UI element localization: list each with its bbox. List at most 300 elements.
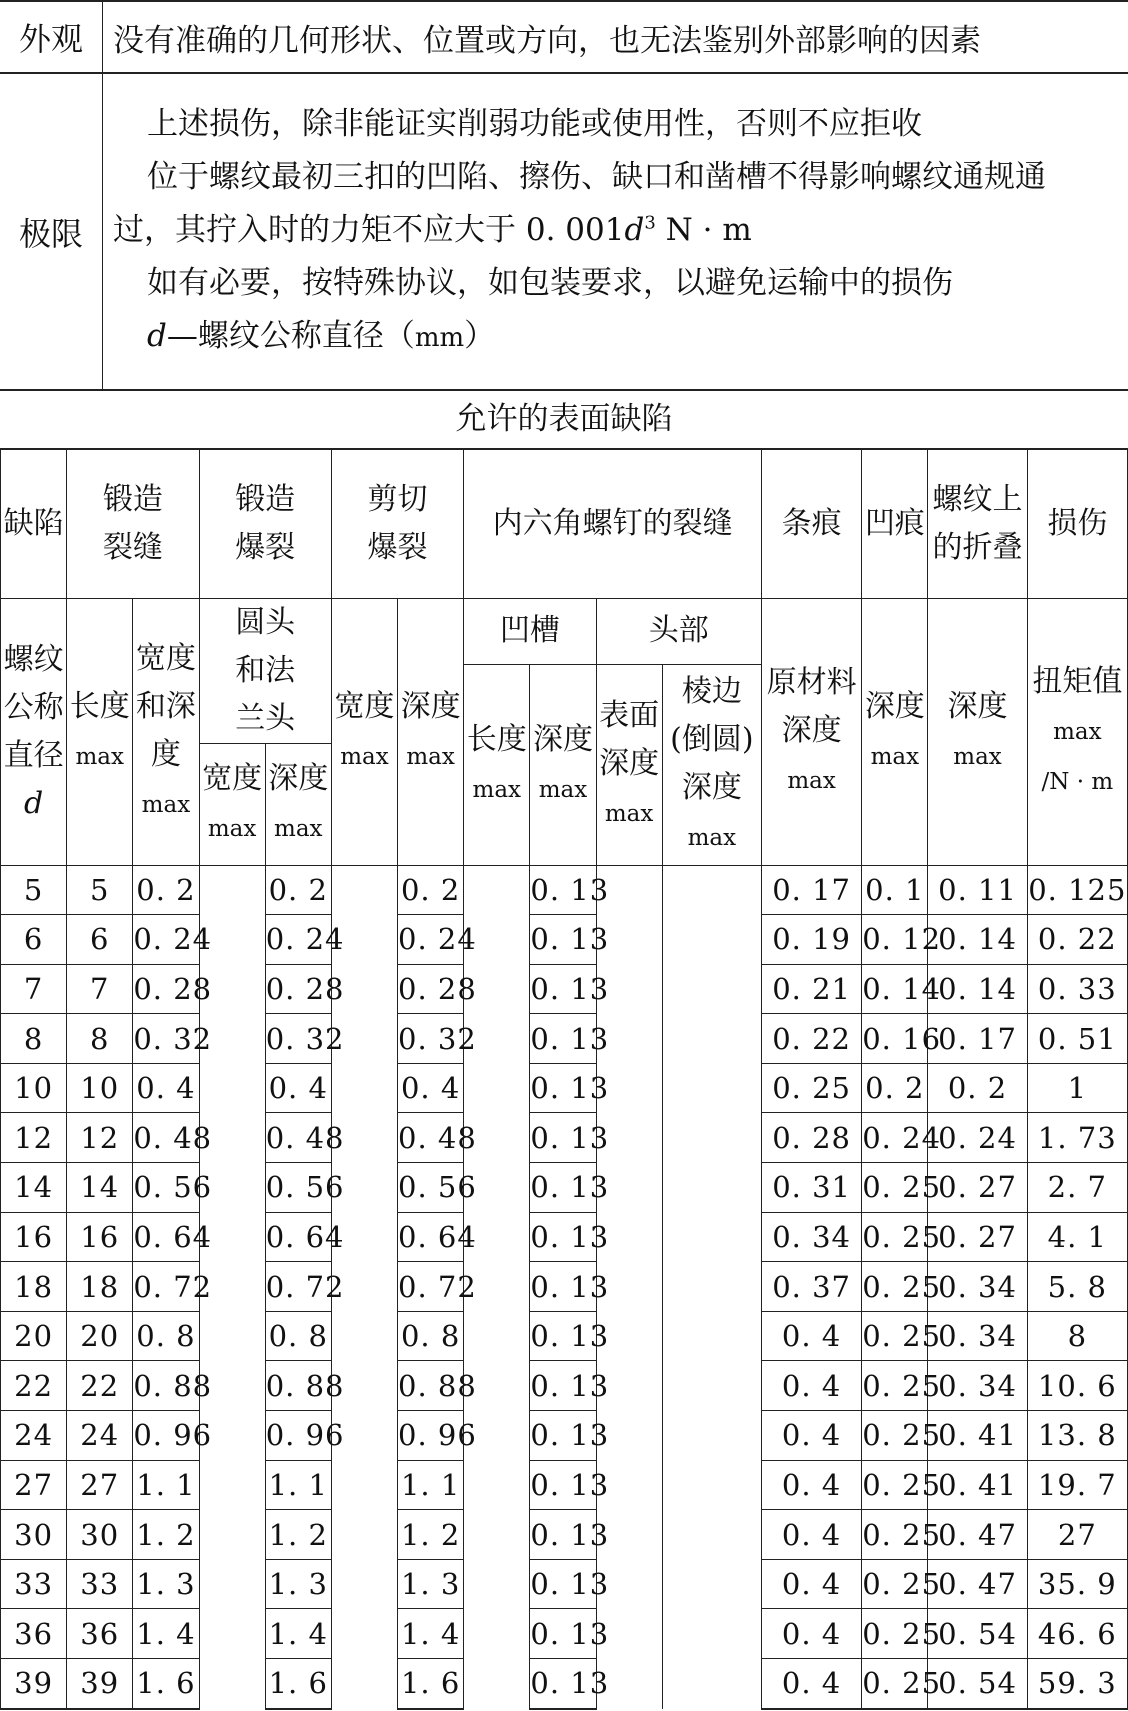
table-cell: 0. 88 (265, 1361, 331, 1411)
table-cell: 0. 28 (761, 1113, 861, 1163)
table-cell-empty (662, 1510, 761, 1560)
table-cell: 0. 41 (928, 1411, 1027, 1461)
table-cell: 7 (1, 964, 67, 1014)
table-cell: 39 (1, 1659, 67, 1709)
table-cell: 0. 41 (928, 1460, 1027, 1510)
table-cell: 0. 16 (862, 1014, 928, 1064)
table-cell: 1. 73 (1027, 1113, 1127, 1163)
limit-line-3-var: d (624, 212, 645, 248)
table-row (1, 964, 1128, 1014)
table-cell: 0. 22 (1027, 915, 1127, 965)
table-cell: 0. 64 (398, 1212, 464, 1262)
table-cell-empty (331, 1510, 397, 1560)
table-cell: 0. 25 (862, 1163, 928, 1213)
limit-line-5-close: ） (464, 318, 496, 354)
table-cell: 0. 96 (265, 1411, 331, 1461)
table-cell: 0. 25 (862, 1559, 928, 1609)
hdr-nominal-d-var: d (23, 785, 44, 821)
table-cell: 0. 4 (133, 1063, 199, 1113)
table-cell: 0. 24 (398, 915, 464, 965)
table-cell: 0. 25 (761, 1063, 861, 1113)
limit-line-5-var: d (147, 318, 167, 354)
table-cell: 0. 32 (398, 1014, 464, 1064)
hdr-head-edge-depth-max: max (687, 824, 737, 851)
table-cell: 0. 56 (133, 1163, 199, 1213)
header-row-2 (1, 598, 1128, 664)
table-cell-empty (199, 1510, 265, 1560)
table-cell: 0. 27 (928, 1212, 1027, 1262)
limit-line-3 (113, 204, 1127, 257)
table-cell: 0. 17 (928, 1014, 1027, 1064)
hdr-thread-laps: 螺纹上的折叠 (928, 449, 1027, 598)
table-cell: 1. 1 (398, 1460, 464, 1510)
table-cell: 0. 56 (265, 1163, 331, 1213)
table-cell: 1. 1 (133, 1460, 199, 1510)
table-cell: 5. 8 (1027, 1262, 1127, 1312)
hdr-seam-width-depth-text: 宽度和深度 (135, 640, 196, 772)
table-row (1, 1014, 1128, 1064)
table-cell-empty (662, 1559, 761, 1609)
hdr-shear-burst: 剪切爆裂 (331, 449, 463, 598)
hdr-head: 头部 (596, 598, 761, 664)
table-row (1, 1659, 1128, 1709)
table-cell-empty (331, 865, 397, 915)
table-cell: 27 (1027, 1510, 1127, 1560)
hdr-shear-width-text: 宽度 (334, 688, 395, 724)
table-cell: 0. 4 (761, 1411, 861, 1461)
table-cell-empty (464, 865, 530, 915)
hdr-shear-depth (398, 598, 464, 865)
appearance-label: 外观 (0, 1, 103, 73)
table-cell: 0. 22 (761, 1014, 861, 1064)
table-cell: 0. 32 (265, 1014, 331, 1064)
table-cell: 0. 4 (398, 1063, 464, 1113)
table-cell: 0. 13 (530, 1411, 596, 1461)
hdr-round-depth-text: 深度 (268, 761, 329, 796)
table-cell: 6 (67, 915, 133, 965)
table-cell: 0. 28 (398, 964, 464, 1014)
table-cell: 0. 13 (530, 1262, 596, 1312)
table-cell: 12 (67, 1113, 133, 1163)
table-cell: 0. 13 (530, 915, 596, 965)
hdr-torque-unit: /N · m (1041, 768, 1114, 795)
table-cell: 0. 13 (530, 1014, 596, 1064)
table-row (1, 1163, 1128, 1213)
table-cell: 5 (67, 865, 133, 915)
hdr-lap-depth-max: max (953, 743, 1002, 770)
table-cell: 0. 54 (928, 1609, 1027, 1659)
hdr-forging-burst: 锻造爆裂 (199, 449, 331, 598)
table-cell: 0. 88 (398, 1361, 464, 1411)
table-cell: 0. 24 (862, 1113, 928, 1163)
table-cell: 0. 33 (1027, 964, 1127, 1014)
table-cell: 36 (67, 1609, 133, 1659)
table-cell: 0. 13 (530, 1311, 596, 1361)
table-cell-empty (464, 1460, 530, 1510)
table-cell: 20 (1, 1311, 67, 1361)
hdr-dent-depth-max: max (870, 743, 920, 770)
table-row (1, 1510, 1128, 1560)
limit-line-3-exp: 3 (644, 212, 656, 234)
hdr-dent-depth (862, 598, 928, 865)
table-cell: 0. 14 (862, 964, 928, 1014)
table-cell: 0. 24 (133, 915, 199, 965)
table-cell: 0. 12 (862, 915, 928, 965)
table-cell: 59. 3 (1027, 1659, 1127, 1709)
hdr-dents: 凹痕 (862, 449, 928, 598)
table-cell: 0. 13 (530, 1361, 596, 1411)
table-cell-empty (662, 1113, 761, 1163)
hdr-nominal-d-text: 螺纹公称直径 (3, 641, 64, 773)
hdr-damage: 损伤 (1027, 449, 1127, 598)
table-cell: 22 (1, 1361, 67, 1411)
hdr-groove-length-text: 长度 (466, 721, 527, 757)
hdr-raw-depth-max: max (787, 767, 836, 794)
limit-label: 极限 (0, 73, 103, 390)
table-cell: 1. 6 (398, 1659, 464, 1709)
table-cell-empty (199, 1063, 265, 1113)
table-cell-empty (662, 915, 761, 965)
hdr-nominal-d (1, 598, 67, 865)
table-cell: 30 (67, 1510, 133, 1560)
table-cell: 0. 25 (862, 1659, 928, 1709)
table-cell: 14 (67, 1163, 133, 1213)
table-cell-empty (331, 1311, 397, 1361)
table-cell: 1. 6 (265, 1659, 331, 1709)
table-cell: 0. 25 (862, 1361, 928, 1411)
limit-row (0, 73, 1128, 390)
appearance-row (0, 1, 1128, 73)
table-cell: 1 (1027, 1063, 1127, 1113)
table-cell: 0. 13 (530, 1659, 596, 1709)
limit-line-5 (113, 310, 1127, 365)
table-cell: 0. 8 (398, 1311, 464, 1361)
table-cell: 0. 2 (133, 865, 199, 915)
table-cell: 0. 14 (928, 964, 1027, 1014)
table-row (1, 865, 1128, 915)
table-row (1, 1113, 1128, 1163)
table-cell: 12 (1, 1113, 67, 1163)
hdr-head-surface-depth-text: 表面深度 (599, 697, 660, 781)
table-cell: 0. 31 (761, 1163, 861, 1213)
table-cell-empty (464, 1311, 530, 1361)
table-cell-empty (662, 865, 761, 915)
table-cell-empty (331, 1559, 397, 1609)
table-cell: 19. 7 (1027, 1460, 1127, 1510)
table-cell-empty (331, 1659, 397, 1709)
hdr-seam-width-depth (133, 598, 199, 865)
table-cell: 0. 25 (862, 1460, 928, 1510)
table-cell: 24 (1, 1411, 67, 1461)
table-cell: 0. 2 (862, 1063, 928, 1113)
table-cell: 10 (67, 1063, 133, 1113)
table-cell: 27 (1, 1460, 67, 1510)
table-cell: 0. 13 (530, 1063, 596, 1113)
table-cell: 14 (1, 1163, 67, 1213)
table-cell: 1. 2 (133, 1510, 199, 1560)
table-cell: 1. 3 (133, 1559, 199, 1609)
table-cell-empty (331, 1063, 397, 1113)
table-cell: 0. 125 (1027, 865, 1127, 915)
table-cell: 0. 21 (761, 964, 861, 1014)
table-cell: 0. 47 (928, 1510, 1027, 1560)
limit-line-3-text: 过，其拧入时的力矩不应大于 0. 001 (113, 212, 625, 248)
table-cell-empty (662, 1262, 761, 1312)
table-cell: 0. 19 (761, 915, 861, 965)
table-cell-empty (662, 1361, 761, 1411)
appearance-text: 没有准确的几何形状、位置或方向，也无法鉴别外部影响的因素 (103, 1, 1128, 73)
table-cell: 33 (67, 1559, 133, 1609)
table-cell: 27 (67, 1460, 133, 1510)
table-cell: 1. 4 (133, 1609, 199, 1659)
limit-text (103, 73, 1128, 390)
table-cell-empty (662, 1212, 761, 1262)
hdr-seam-length-max: max (75, 743, 124, 770)
table-cell: 0. 13 (530, 1510, 596, 1560)
table-cell: 39 (67, 1659, 133, 1709)
table-cell: 0. 54 (928, 1659, 1027, 1709)
table-cell: 1. 2 (398, 1510, 464, 1560)
table-cell: 0. 56 (398, 1163, 464, 1213)
table-cell-empty (662, 964, 761, 1014)
table-cell-empty (464, 1609, 530, 1659)
table-row (1, 1262, 1128, 1312)
hdr-seam-length (67, 598, 133, 865)
hdr-shear-width (331, 598, 397, 865)
table-cell: 0. 2 (265, 865, 331, 915)
table-cell: 16 (67, 1212, 133, 1262)
table-cell: 18 (67, 1262, 133, 1312)
table-cell: 0. 28 (265, 964, 331, 1014)
limit-line-5-unit: mm (414, 323, 465, 353)
hdr-hex-cracks: 内六角螺钉的裂缝 (464, 449, 762, 598)
hdr-defect: 缺陷 (1, 449, 67, 598)
hdr-round-width (199, 743, 265, 865)
hdr-head-edge-depth (662, 664, 761, 865)
table-cell-empty (331, 1609, 397, 1659)
table-cell: 0. 25 (862, 1411, 928, 1461)
table-cell-empty (662, 1014, 761, 1064)
table-cell: 16 (1, 1212, 67, 1262)
table-cell-empty (199, 1659, 265, 1709)
table-cell: 13. 8 (1027, 1411, 1127, 1461)
table-cell: 1. 4 (265, 1609, 331, 1659)
table-cell: 0. 4 (761, 1559, 861, 1609)
table-cell: 0. 48 (265, 1113, 331, 1163)
header-row-1 (1, 449, 1128, 598)
table-row (1, 1609, 1128, 1659)
table-cell: 0. 4 (265, 1063, 331, 1113)
table-cell: 5 (1, 865, 67, 915)
table-cell: 0. 72 (133, 1262, 199, 1312)
table-cell: 0. 4 (761, 1361, 861, 1411)
description-table (0, 0, 1128, 391)
table-cell: 1. 1 (265, 1460, 331, 1510)
table-cell-empty (662, 1311, 761, 1361)
table-cell: 0. 13 (530, 964, 596, 1014)
table-cell: 33 (1, 1559, 67, 1609)
table-cell: 8 (1027, 1311, 1127, 1361)
table-cell: 46. 6 (1027, 1609, 1127, 1659)
hdr-groove-depth-text: 深度 (532, 721, 593, 757)
table-cell: 8 (67, 1014, 133, 1064)
table-cell-empty (662, 1659, 761, 1709)
table-row (1, 1212, 1128, 1262)
table-body (1, 865, 1128, 1709)
hdr-groove: 凹槽 (464, 598, 596, 664)
table-cell-empty (662, 1411, 761, 1461)
table-cell-empty (199, 865, 265, 915)
hdr-seam-length-text: 长度 (69, 688, 130, 724)
table-cell: 1. 3 (265, 1559, 331, 1609)
table-cell: 0. 11 (928, 865, 1027, 915)
table-cell: 0. 13 (530, 1163, 596, 1213)
table-cell: 0. 96 (398, 1411, 464, 1461)
table-cell: 0. 24 (265, 915, 331, 965)
table-row (1, 1311, 1128, 1361)
hdr-seams: 条痕 (761, 449, 861, 598)
hdr-round-flange: 圆头和法兰头 (199, 598, 331, 743)
table-cell: 0. 25 (862, 1510, 928, 1560)
table-row (1, 1559, 1128, 1609)
hdr-groove-depth-max: max (538, 776, 588, 803)
table-row (1, 915, 1128, 965)
table-cell: 1. 6 (133, 1659, 199, 1709)
table-cell-empty (662, 1460, 761, 1510)
hdr-shear-width-max: max (340, 743, 389, 770)
table-cell: 0. 25 (862, 1609, 928, 1659)
table-caption: 允许的表面缺陷 (455, 400, 673, 437)
table-cell: 18 (1, 1262, 67, 1312)
table-cell-empty (464, 1559, 530, 1609)
table-cell: 0. 14 (928, 915, 1027, 965)
hdr-raw-depth-text: 原材料深度 (766, 664, 857, 748)
table-row (1, 1411, 1128, 1461)
table-cell-empty (331, 1460, 397, 1510)
table-cell: 0. 32 (133, 1014, 199, 1064)
limit-line-5-text: —螺纹公称直径（ (166, 318, 415, 354)
hdr-shear-depth-text: 深度 (400, 688, 461, 724)
table-cell-empty (199, 1311, 265, 1361)
table-cell: 0. 34 (928, 1361, 1027, 1411)
table-cell: 20 (67, 1311, 133, 1361)
hdr-head-surface-depth (596, 664, 662, 865)
table-cell: 1. 4 (398, 1609, 464, 1659)
table-cell: 7 (67, 964, 133, 1014)
hdr-seam-width-depth-max: max (141, 791, 191, 818)
table-row (1, 1063, 1128, 1113)
table-cell: 0. 4 (761, 1659, 861, 1709)
table-cell: 10. 6 (1027, 1361, 1127, 1411)
limit-line-1: 上述损伤，除非能证实削弱功能或使用性，否则不应拒收 (147, 106, 922, 142)
hdr-shear-depth-max: max (406, 743, 455, 770)
hdr-torque (1027, 598, 1127, 865)
hdr-head-surface-depth-max: max (604, 800, 654, 827)
table-cell: 0. 4 (761, 1510, 861, 1560)
defect-table (0, 448, 1128, 1710)
table-cell: 10 (1, 1063, 67, 1113)
table-cell: 0. 64 (133, 1212, 199, 1262)
hdr-round-width-max: max (207, 816, 257, 842)
table-cell: 0. 64 (265, 1212, 331, 1262)
table-cell-empty (662, 1163, 761, 1213)
table-cell: 35. 9 (1027, 1559, 1127, 1609)
table-cell: 0. 2 (928, 1063, 1027, 1113)
table-cell: 0. 24 (928, 1113, 1027, 1163)
table-cell: 0. 34 (761, 1212, 861, 1262)
table-cell: 0. 51 (1027, 1014, 1127, 1064)
hdr-groove-depth (530, 664, 596, 865)
table-cell-empty (662, 1063, 761, 1113)
hdr-round-depth (265, 743, 331, 865)
table-cell: 0. 25 (862, 1212, 928, 1262)
table-cell: 6 (1, 915, 67, 965)
table-cell: 0. 96 (133, 1411, 199, 1461)
table-cell-empty (662, 1609, 761, 1659)
table-cell: 0. 4 (761, 1460, 861, 1510)
hdr-lap-depth (928, 598, 1027, 865)
table-cell: 0. 72 (398, 1262, 464, 1312)
table-row (1, 1361, 1128, 1411)
table-cell: 0. 13 (530, 1609, 596, 1659)
table-cell: 0. 1 (862, 865, 928, 915)
table-cell: 0. 27 (928, 1163, 1027, 1213)
table-cell-empty (199, 1460, 265, 1510)
table-cell: 0. 17 (761, 865, 861, 915)
table-cell: 1. 3 (398, 1559, 464, 1609)
table-cell: 0. 34 (928, 1262, 1027, 1312)
table-cell: 0. 48 (398, 1113, 464, 1163)
hdr-round-width-text: 宽度 (202, 761, 263, 796)
table-cell: 2. 7 (1027, 1163, 1127, 1213)
table-cell: 0. 13 (530, 1113, 596, 1163)
table-cell: 0. 72 (265, 1262, 331, 1312)
table-cell: 0. 13 (530, 1212, 596, 1262)
table-cell: 0. 13 (530, 1460, 596, 1510)
hdr-raw-depth (761, 598, 861, 865)
limit-line-2: 位于螺纹最初三扣的凹陷、擦伤、缺口和凿槽不得影响螺纹通规通 (147, 159, 1046, 195)
table-row (1, 1460, 1128, 1510)
table-cell: 0. 88 (133, 1361, 199, 1411)
table-cell: 0. 13 (530, 1559, 596, 1609)
table-cell: 8 (1, 1014, 67, 1064)
hdr-groove-length (464, 664, 530, 865)
table-cell: 0. 25 (862, 1262, 928, 1312)
table-cell: 0. 25 (862, 1311, 928, 1361)
limit-line-3-unit: N · m (655, 212, 752, 248)
table-cell: 0. 8 (265, 1311, 331, 1361)
table-cell-empty (199, 1609, 265, 1659)
table-cell: 30 (1, 1510, 67, 1560)
limit-line-4: 如有必要，按特殊协议，如包装要求，以避免运输中的损伤 (147, 265, 953, 301)
hdr-head-edge-depth-text: 棱边(倒圆)深度 (670, 673, 754, 805)
table-cell-empty (464, 1659, 530, 1709)
hdr-round-depth-max: max (274, 816, 323, 842)
table-cell: 0. 2 (398, 865, 464, 915)
table-cell: 4. 1 (1027, 1212, 1127, 1262)
table-cell: 22 (67, 1361, 133, 1411)
hdr-lap-depth-text: 深度 (947, 688, 1008, 724)
table-cell: 36 (1, 1609, 67, 1659)
table-cell: 1. 2 (265, 1510, 331, 1560)
hdr-torque-max: max (1053, 718, 1102, 745)
table-cell: 0. 4 (761, 1609, 861, 1659)
table-cell: 0. 34 (928, 1311, 1027, 1361)
table-cell-empty (199, 1559, 265, 1609)
hdr-dent-depth-text: 深度 (864, 688, 925, 724)
table-cell-empty (464, 1510, 530, 1560)
hdr-forging-seam: 锻造裂缝 (67, 449, 199, 598)
